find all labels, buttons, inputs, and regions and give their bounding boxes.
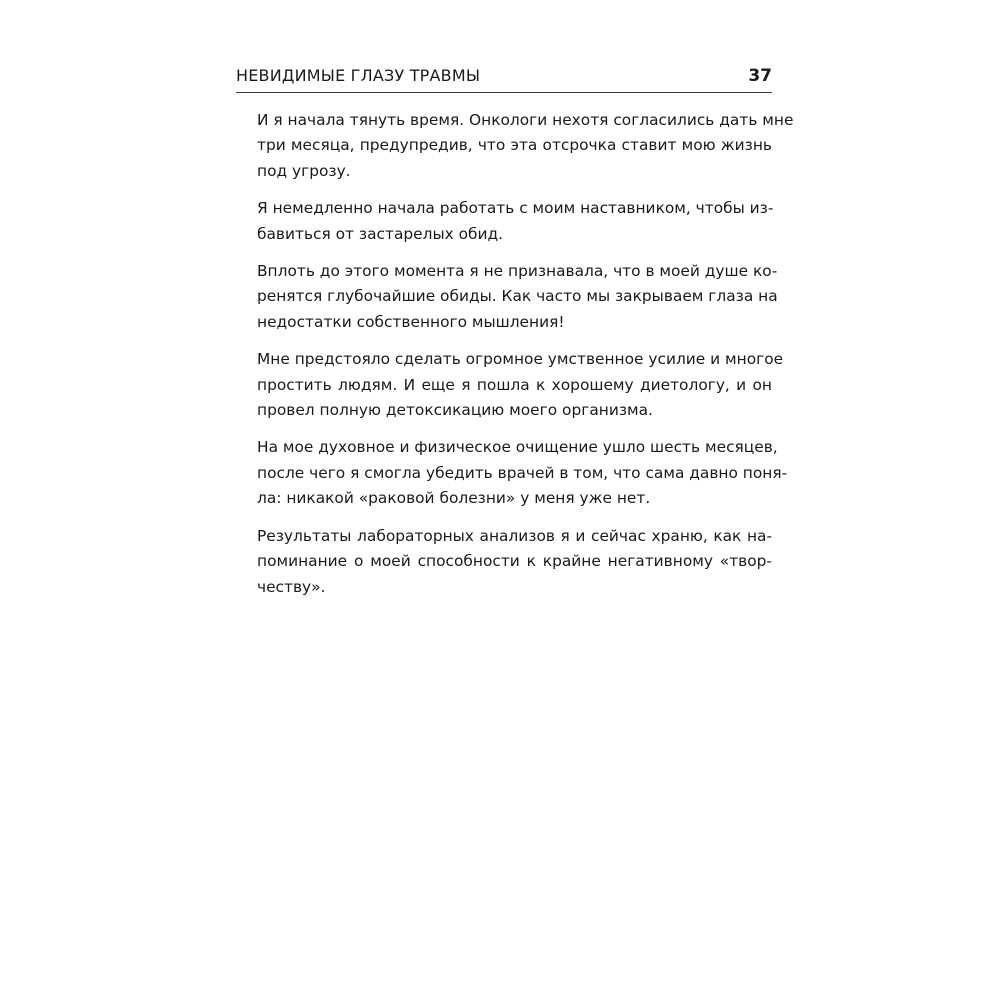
text-line: Вплоть до этого момента я не признавала, что в моей душе ко- [257, 262, 778, 281]
text-line: недостатки собственного мышления! [257, 312, 565, 331]
body-text [257, 108, 794, 612]
paragraph-6 [257, 524, 772, 600]
text-line: три месяца, предупредив, что эта отсрочка ставит мою жизнь [257, 136, 772, 155]
text-line: провел полную детоксикацию моего организма. [257, 401, 653, 420]
text-line: честву». [257, 577, 326, 596]
paragraph-4 [257, 347, 784, 423]
text-line: Мне предстояло сделать огромное умственное усилие и многое [257, 350, 784, 369]
text-line: Результаты лабораторных анализов я и сейчас храню, как на- [257, 526, 772, 545]
text-line: бавиться от застарелых обид. [257, 224, 504, 243]
paragraph-2 [257, 196, 772, 247]
text-line: после чего я смогла убедить врачей в том, что сама давно поня- [257, 463, 788, 482]
text-line: простить людям. И еще я пошла к хорошему диетологу, и он [257, 375, 772, 394]
paragraph-1 [257, 108, 794, 184]
running-header [236, 60, 772, 93]
page-number: 37 [748, 66, 772, 86]
text-line: На мое духовное и физическое очищение ушло шесть месяцев, [257, 438, 778, 457]
running-title: НЕВИДИМЫЕ ГЛАЗУ ТРАВМЫ [236, 66, 481, 85]
paragraph-3 [257, 259, 778, 335]
text-line: поминание о моей способности к крайне негативному «твор- [257, 552, 772, 571]
text-line: И я начала тянуть время. Онкологи нехотя согласились дать мне [257, 111, 794, 129]
text-line: ла: никакой «раковой болезни» у меня уже нет. [257, 489, 651, 508]
paragraph-5 [257, 435, 788, 511]
text-line: ренятся глубочайшие обиды. Как часто мы закрываем глаза на [257, 287, 778, 306]
text-line: под угрозу. [257, 161, 351, 180]
text-line: Я немедленно начала работать с моим наставником, чтобы из- [257, 199, 774, 218]
